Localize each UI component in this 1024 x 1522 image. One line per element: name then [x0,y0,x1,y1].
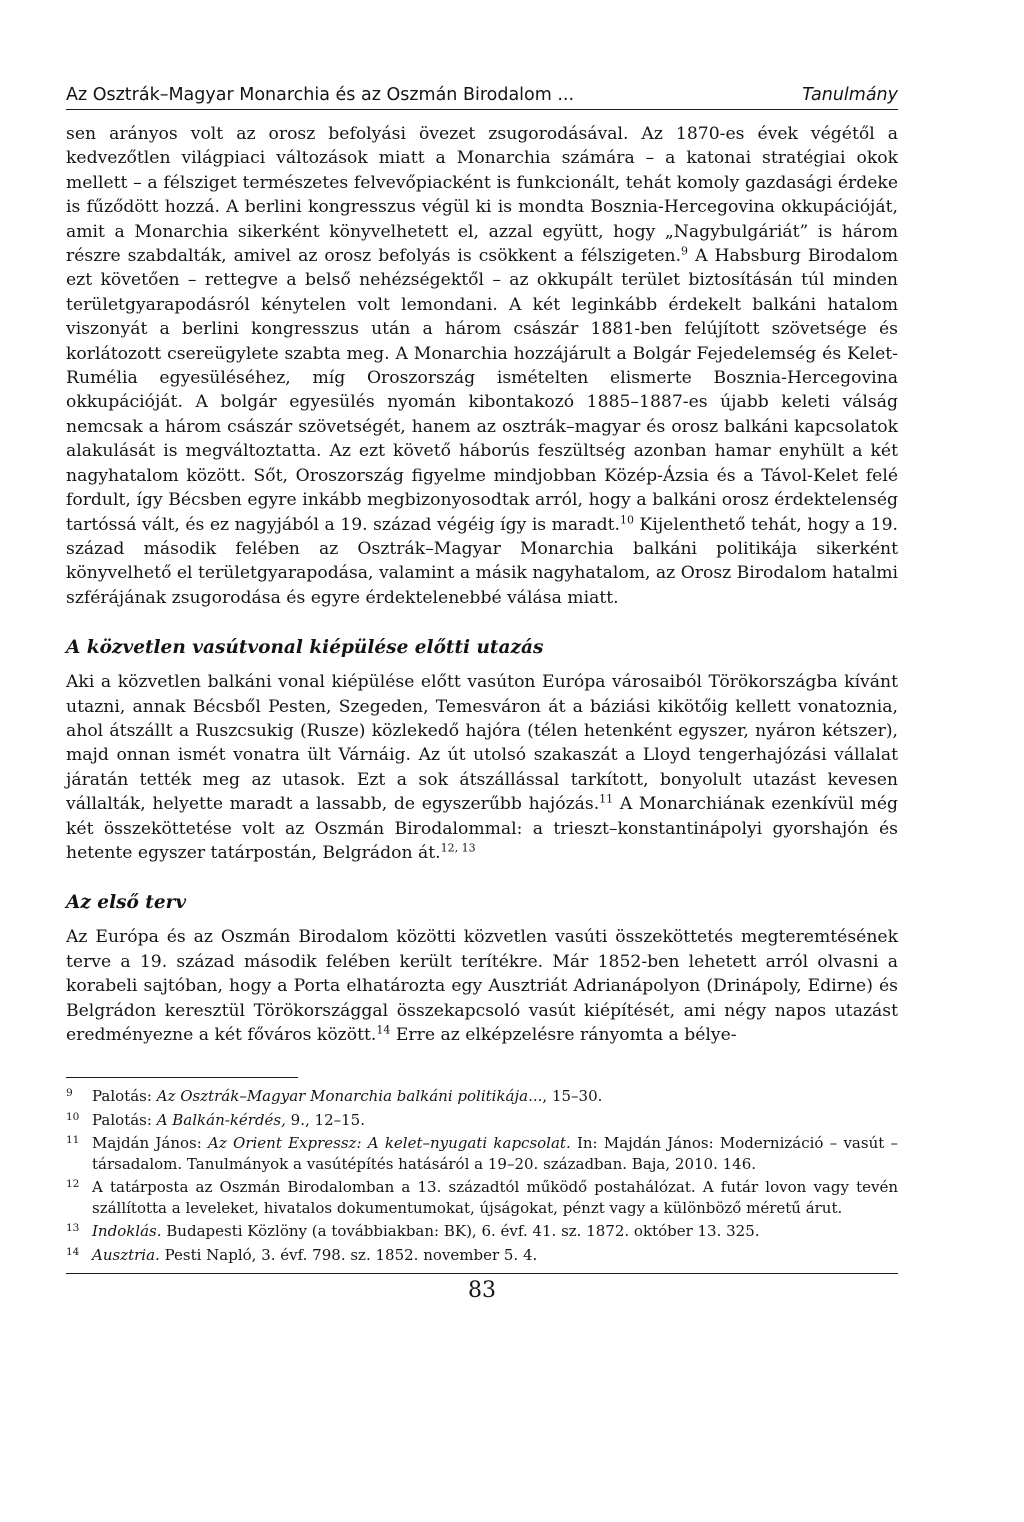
text-run: Aki a közvetlen balkáni vonal kiépülése előtt vasúton Európa városaiból Törökországba kívánt utazni, annak Bécsből Pesten, Szegeden, Temesváron át a báziási kikötőig kellett vonatoznia, ahol átszállt a Ruszcsukig (Rusze) közlekedő hajóra (télen hetenként egyszer, nyáron kétszer), majd onnan ismét vonatra ült Várnáig. Az út utolsó szakaszát a Lloyd tengerhajózási vállalat járatán tették meg az utasok. Ezt a sok átszállással tarkított, bonyolult utazást kevesen vállalták, helyette maradt a lassabb, de egyszerűbb hajózás. [66,672,898,815]
footnote-text: Ausztria. Pesti Napló, 3. évf. 798. sz. 1852. november 5. 4. [92,1245,538,1264]
bottom-rule [66,1273,898,1274]
footnote [66,1110,898,1131]
footnote [66,1086,898,1107]
running-header [66,84,898,110]
footnote [66,1177,898,1218]
running-header-title: Az Osztrák–Magyar Monarchia és az Oszmán Birodalom ... [66,85,575,105]
footnote-ref[interactable]: 10 [620,512,635,526]
text-run: A Habsburg Birodalom ezt követően – rettegve a belső nehézségektől – az okkupált terület biztosításán túl minden területgyarapodásról kénytelen volt lemondani. A két leginkább érdekelt balkáni hatalom viszonyát a berlini kongresszus után a három császár 1881-ben felújított szövetsége és korlátozott csereügylete szabta meg. A Monarchia hozzájárult a Bolgár Fejedelemség és Kelet-Rumélia egyesüléséhez, míg Oroszország ismételten elismerte Bosznia-Hercegovina okkupációját. A bolgár egyesülés nyomán kibontakozó 1885–1887-es újabb keleti válság nemcsak a három császár szövetségét, hanem az osztrák–magyar és orosz balkáni kapcsolatok alakulását is megváltoztatta. Az ezt követő háborús feszültség azonban hamar enyhült a két nagyhatalom között. Sőt, Oroszország figyelme mindjobban Közép-Ázsia és a Távol-Kelet felé fordult, így Bécsben egyre inkább megbizonyosodtak arról, hogy a balkáni orosz érdektelenség tartóssá vált, és ez nagyjából a 19. század végéig így is maradt. [66,246,898,535]
footnote-number: 9 [66,1087,73,1100]
paragraph [66,925,898,1047]
text-run: sen arányos volt az orosz befolyási övezet zsugorodásával. Az 1870-es évek végétől a kedvezőtlen világpiaci változások miatt a Monarchia számára – a katonai stratégiai okok mellett – a félsziget természetes felvevőpiacként is funkcionált, tehát komoly gazdasági érdeke is fűződött hozzá. A berlini kongresszus végül ki is mondta Bosznia-Hercegovina okkupációját, amit a Monarchia sikerként könyvelhetett el, azzal együtt, hogy „Nagybulgáriát” is három részre szabdalták, amivel az orosz befolyás is csökkent a félszigeten. [66,124,898,267]
footnote-ref[interactable]: 12, 13 [440,841,476,855]
footnote-number: 14 [66,1245,80,1258]
footnote [66,1221,898,1242]
footnote-text: Palotás: Az Osztrák–Magyar Monarchia balkáni politikája..., 15–30. [92,1087,603,1106]
text-run: Erre az elképzelésre rányomta a bélye- [390,1025,737,1045]
footnote [66,1245,898,1266]
text-run: Kijelenthető tehát, hogy a 19. század második felében az Osztrák–Magyar Monarchia balkáni politikája sikerként könyvelhető el területgyarapodása, valamint a másik nagyhatalom, az Orosz Birodalom hatalmi szférájának zsugorodása és egyre érdektelenebbé válása miatt. [66,514,898,608]
footnote-number: 12 [66,1178,80,1191]
section-heading: Az első terv [66,892,187,914]
footnote-number: 11 [66,1134,80,1147]
page-number: 83 [468,1278,496,1304]
footnote-separator [66,1077,298,1078]
footnote-number: 10 [66,1110,80,1123]
paragraph [66,670,898,865]
paragraph [66,122,898,610]
footnote-ref[interactable]: 9 [681,244,689,258]
footnote-text: A tatárposta az Oszmán Birodalomban a 13. századtól működő postahálózat. A futár lovon vagy tevén szállította a leveleket, hivatalos dokumentumokat, újságokat, pénzt vagy a különböző méretű árut. [92,1178,898,1217]
footnote [66,1133,898,1174]
section-heading: A közvetlen vasútvonal kiépülése előtti utazás [66,637,544,659]
text-run: Az Európa és az Oszmán Birodalom közötti közvetlen vasúti összeköttetés megteremtésének terve a 19. század második felében került terítékre. Már 1852-ben lehetett arról olvasni a korabeli sajtóban, hogy a Porta elhatározta egy Ausztriát Adrianápolyon (Drinápoly, Edirne) és Belgrádon keresztül Törökországgal összekapcsoló vasút kiépítését, ami négy napos utazást eredményezne a két főváros között. [66,927,898,1045]
footnotes [66,1086,898,1265]
footnote-text: Indoklás. Budapesti Közlöny (a továbbiakban: BK), 6. évf. 41. sz. 1872. október 13. 325. [92,1222,760,1241]
page [66,84,898,1306]
text-run: A Monarchiának ezenkívül még két összeköttetése volt az Oszmán Birodalommal: a trieszt–konstantinápolyi gyorshajón és hetente egyszer tatárpostán, Belgrádon át. [66,794,898,863]
footnote-text: Majdán János: Az Orient Expressz: A kelet–nyugati kapcsolat. In: Majdán János: Modernizáció – vasút – társadalom. Tanulmányok a vasútépítés hatásáról a 19–20. században. Baja, 2010. 146. [92,1134,898,1173]
running-header-section: Tanulmány [802,85,898,105]
footnote-text: Palotás: A Balkán-kérdés, 9., 12–15. [92,1110,365,1129]
article-body [66,122,898,1047]
footnote-ref[interactable]: 11 [599,792,614,806]
footnote-ref[interactable]: 14 [376,1023,391,1037]
footnote-number: 13 [66,1222,80,1235]
